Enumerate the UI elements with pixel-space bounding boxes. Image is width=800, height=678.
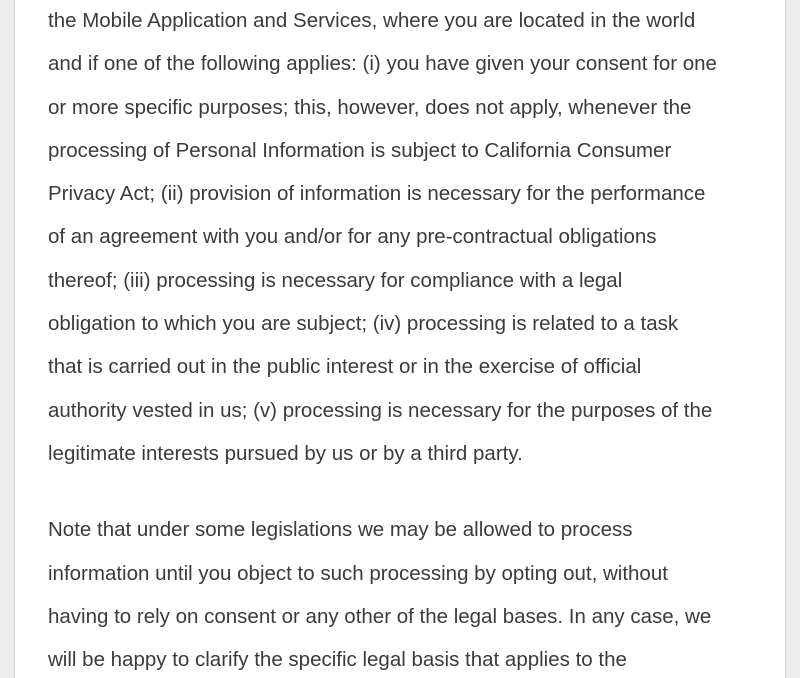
text-line: Note that under some legislations we may be allowed to process (48, 518, 633, 542)
text-line: authority vested in us; (v) processing is necessary for the purposes of the (48, 398, 713, 422)
text-line: obligation to which you are subject; (iv) processing is related to a task (48, 312, 679, 336)
text-line: thereof; (iii) processing is necessary for compliance with a legal (48, 268, 623, 292)
text-line: and if one of the following applies: (i) you have given your consent for one (48, 52, 717, 76)
text-line: the Mobile Application and Services, where you are located in the world (48, 9, 696, 32)
text-line: having to rely on consent or any other of the legal bases. In any case, we (48, 604, 712, 628)
paragraph-spacer (48, 475, 768, 508)
text-line: that is carried out in the public interest or in the exercise of official (48, 355, 642, 379)
text-line: information until you object to such processing by opting out, without (48, 561, 668, 585)
text-line: of an agreement with you and/or for any pre-contractual obligations (48, 225, 657, 249)
text-line: will be happy to clarify the specific legal basis that applies to the (48, 648, 627, 672)
text-line: Privacy Act; (ii) provision of information is necessary for the performance (48, 182, 706, 206)
text-line: legitimate interests pursued by us or by a third party. (48, 441, 523, 465)
paragraph-opt-out (48, 508, 768, 678)
text-line: processing of Personal Information is subject to California Consumer (48, 138, 672, 162)
document-content (48, 0, 768, 678)
paragraph-legal-bases (48, 0, 768, 475)
text-line: or more specific purposes; this, however, does not apply, whenever the (48, 95, 692, 119)
document-page (14, 0, 786, 678)
